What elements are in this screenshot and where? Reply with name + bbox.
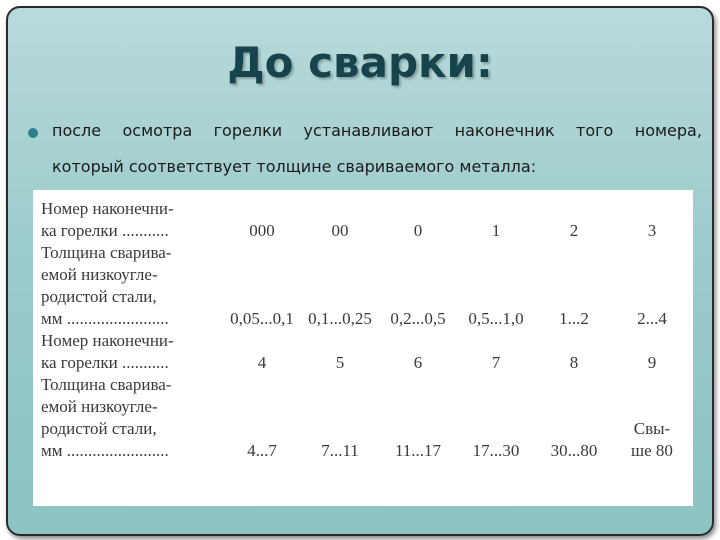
bullet-line-2: который соответствует толщине свариваемого металла:	[52, 157, 537, 176]
table-row	[41, 198, 691, 242]
table-cell: 4	[257, 353, 267, 372]
table-cell: 0,5...1,0	[468, 309, 524, 328]
row-label: Толщина сварива- емой низкоугле- родистой стали, мм ........................	[41, 375, 172, 460]
nozzle-table	[41, 198, 691, 462]
bullet-word: горелки	[213, 121, 283, 140]
table-cell: 5	[335, 353, 345, 372]
table-cell: 3	[647, 221, 657, 240]
table-cell: 0,05...0,1	[230, 309, 294, 328]
table-cell: 17...30	[472, 441, 520, 460]
table-cell: 000	[249, 221, 275, 240]
table-cell: 1...2	[559, 309, 589, 328]
table-cell: 30...80	[550, 441, 598, 460]
bullet-line-1	[52, 120, 702, 142]
table-cell: 1	[491, 221, 501, 240]
table-cell: 2	[569, 221, 579, 240]
nozzle-table-image	[33, 190, 693, 506]
table-cell: 00	[331, 221, 349, 240]
table-cell: 2...4	[637, 309, 667, 328]
table-cell: 7	[491, 353, 501, 372]
bullet-word: устанавливают	[303, 121, 434, 140]
bullet-word: наконечник	[454, 121, 555, 140]
bullet-item	[28, 120, 708, 178]
table-cell: 6	[413, 353, 423, 372]
bullet-word: осмотра	[122, 121, 193, 140]
table-cell: 0	[413, 221, 423, 240]
table-cell: 7...11	[321, 441, 359, 460]
table-cell: 0,1...0,25	[308, 309, 372, 328]
slide-title: До сварки:	[227, 38, 493, 87]
table-row	[41, 374, 691, 462]
table-cell: 11...17	[394, 441, 442, 460]
bullet-dot-icon	[28, 128, 38, 138]
bullet-text	[52, 120, 702, 178]
bullet-word: после	[52, 121, 102, 140]
table-cell: Свы- ше 80	[631, 419, 673, 460]
row-label: Номер наконечни- ка горелки ...........	[41, 331, 174, 372]
bullet-word: того	[576, 121, 614, 140]
table-cell: 0,2...0,5	[390, 309, 446, 328]
bullet-word: номера,	[634, 121, 702, 140]
table-cell: 4...7	[247, 441, 277, 460]
row-label: Толщина сварива- емой низкоугле- родистой стали, мм ........................	[41, 243, 172, 328]
table-row	[41, 242, 691, 330]
table-row	[41, 330, 691, 374]
row-label: Номер наконечни- ка горелки ...........	[41, 199, 174, 240]
table-cell: 8	[569, 353, 579, 372]
table-cell: 9	[647, 353, 657, 372]
